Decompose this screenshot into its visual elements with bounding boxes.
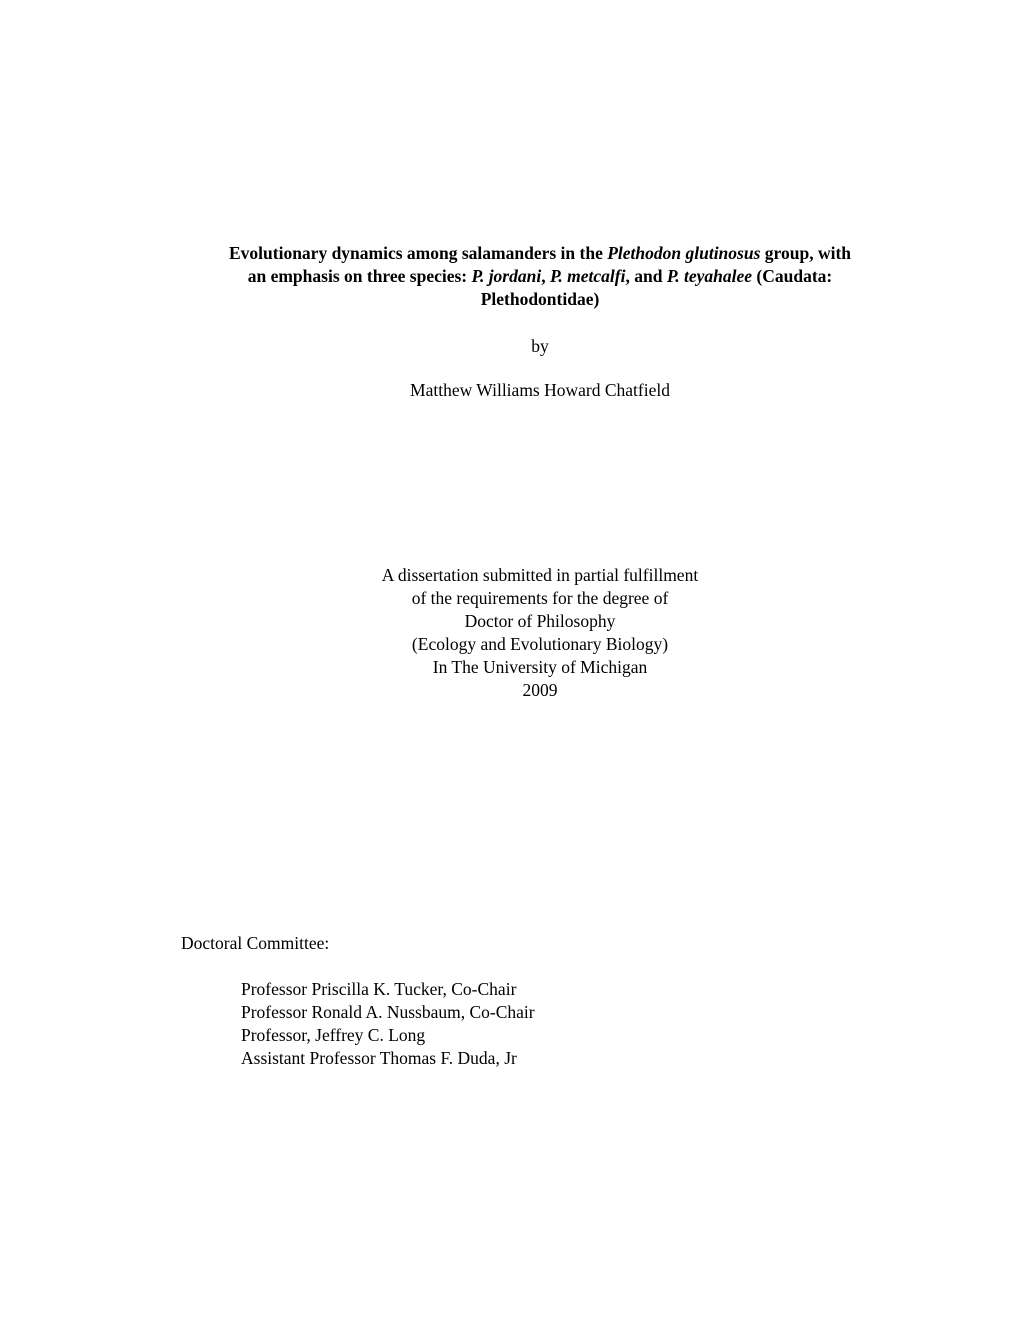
- committee-list: [241, 978, 535, 1070]
- statement-year: 2009: [522, 680, 558, 700]
- title-species-jordani: P. jordani: [471, 266, 542, 286]
- statement-line: In The University of Michigan: [432, 657, 648, 677]
- statement-line: Doctor of Philosophy: [464, 611, 616, 631]
- title-line-3: Plethodontidae): [480, 289, 600, 309]
- committee-member: Professor Ronald A. Nussbaum, Co-Chair: [241, 1002, 535, 1022]
- title-line-2: [180, 265, 900, 288]
- title-species-teyahalee: P. teyahalee: [666, 266, 753, 286]
- committee-heading: Doctoral Committee:: [181, 933, 330, 953]
- committee-member: Professor, Jeffrey C. Long: [241, 1025, 426, 1045]
- title-genus-species: Plethodon glutinosus: [607, 243, 761, 263]
- title-line-2-post: (Caudata:: [752, 266, 833, 286]
- author-name: Matthew Williams Howard Chatfield: [410, 380, 670, 400]
- title-line-2-pre: an emphasis on three species:: [247, 266, 472, 286]
- title-line-1-post: group, with: [760, 243, 852, 263]
- statement-line: (Ecology and Evolutionary Biology): [411, 634, 669, 654]
- committee-member: Assistant Professor Thomas F. Duda, Jr: [241, 1048, 517, 1068]
- by-line: by: [531, 336, 549, 356]
- statement-line: A dissertation submitted in partial fulfillment: [381, 565, 699, 585]
- title-line-1-pre: Evolutionary dynamics among salamanders in the: [228, 243, 608, 263]
- statement-line: of the requirements for the degree of: [411, 588, 669, 608]
- dissertation-title: [180, 242, 900, 311]
- degree-statement: [180, 564, 900, 702]
- title-species-metcalfi: P. metcalfi: [549, 266, 626, 286]
- committee-member: Professor Priscilla K. Tucker, Co-Chair: [241, 979, 517, 999]
- title-line-1: [180, 242, 900, 265]
- title-sep-1: ,: [541, 266, 550, 286]
- title-sep-2: , and: [625, 266, 667, 286]
